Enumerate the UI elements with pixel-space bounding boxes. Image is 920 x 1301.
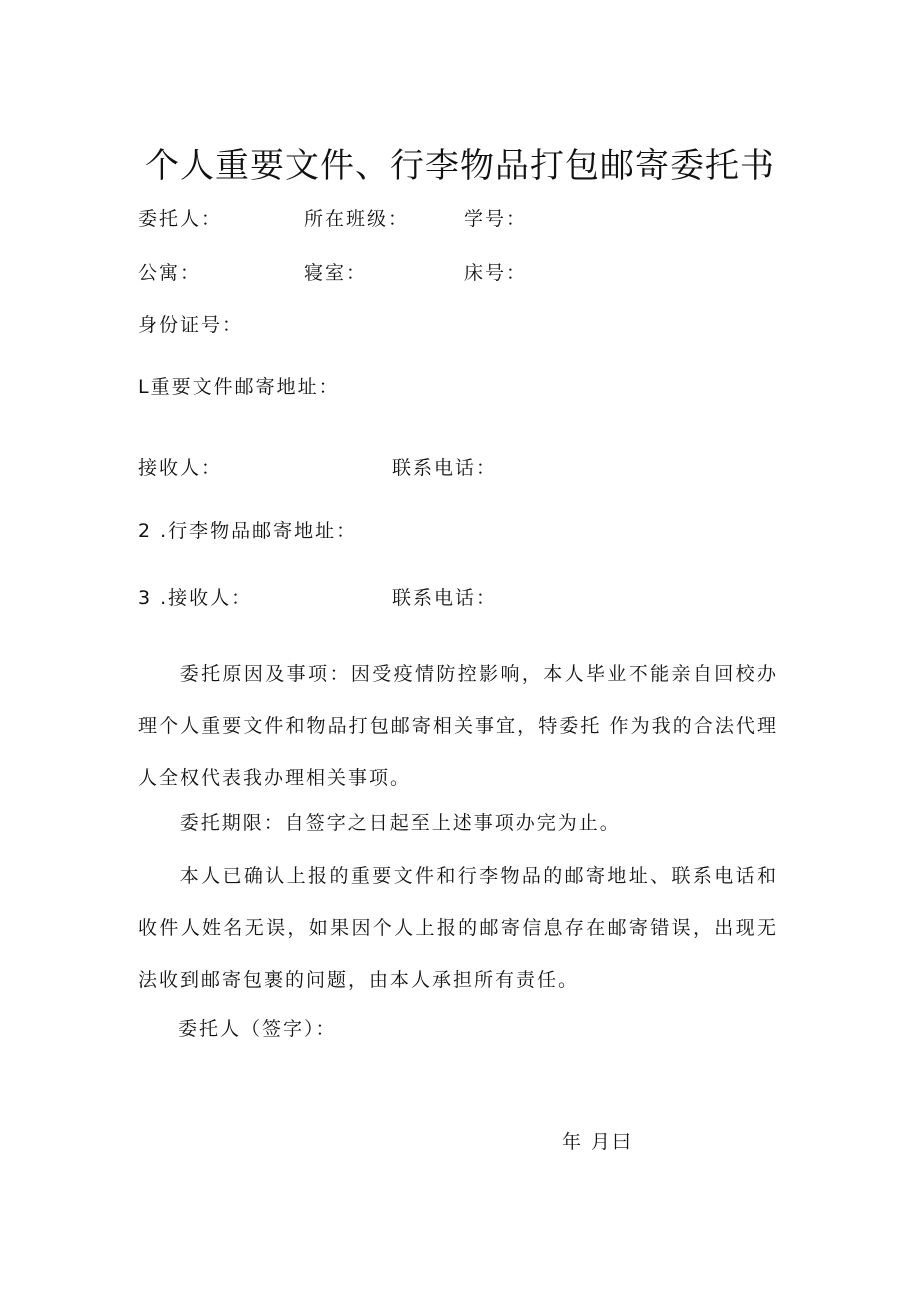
id-number-label: 身份证号： xyxy=(138,314,244,336)
dorm-room-label: 寝室： xyxy=(304,262,368,284)
reason-paragraph: 委托原因及事项：因受疫情防控影响，本人毕业不能亲自回校办理个人重要文件和物品打包邮寄相关事宜，特委托 作为我的合法代理人全权代表我办理相关事项。 xyxy=(138,663,778,789)
signature-label: 委托人（签字）： xyxy=(178,1018,337,1040)
confirmation-paragraph: 本人已确认上报的重要文件和行李物品的邮寄地址、联系电话和收件人姓名无误，如果因个人上报的邮寄信息存在邮寄错误，出现无法收到邮寄包裹的问题，由本人承担所有责任。 xyxy=(138,865,778,991)
item1-address-label: L重要文件邮寄地址： xyxy=(138,376,340,398)
class-label: 所在班级： xyxy=(304,208,410,230)
signature-date: 年 月曰 xyxy=(562,1131,634,1153)
document-title: 个人重要文件、行李物品打包邮寄委托书 xyxy=(145,146,775,186)
item1-phone-label: 联系电话： xyxy=(392,457,498,479)
item3-receiver-label: 3 .接收人： xyxy=(138,587,253,609)
apartment-label: 公寓： xyxy=(138,262,202,284)
period-paragraph: 委托期限：自签字之日起至上述事项办完为止。 xyxy=(179,812,621,834)
item2-address-label: 2 .行李物品邮寄地址： xyxy=(138,520,358,542)
item3-phone-label: 联系电话： xyxy=(392,587,498,609)
student-id-label: 学号： xyxy=(464,208,528,230)
item1-receiver-label: 接收人： xyxy=(138,457,223,479)
bed-number-label: 床号： xyxy=(464,262,528,284)
entrustor-label: 委托人： xyxy=(138,208,223,230)
